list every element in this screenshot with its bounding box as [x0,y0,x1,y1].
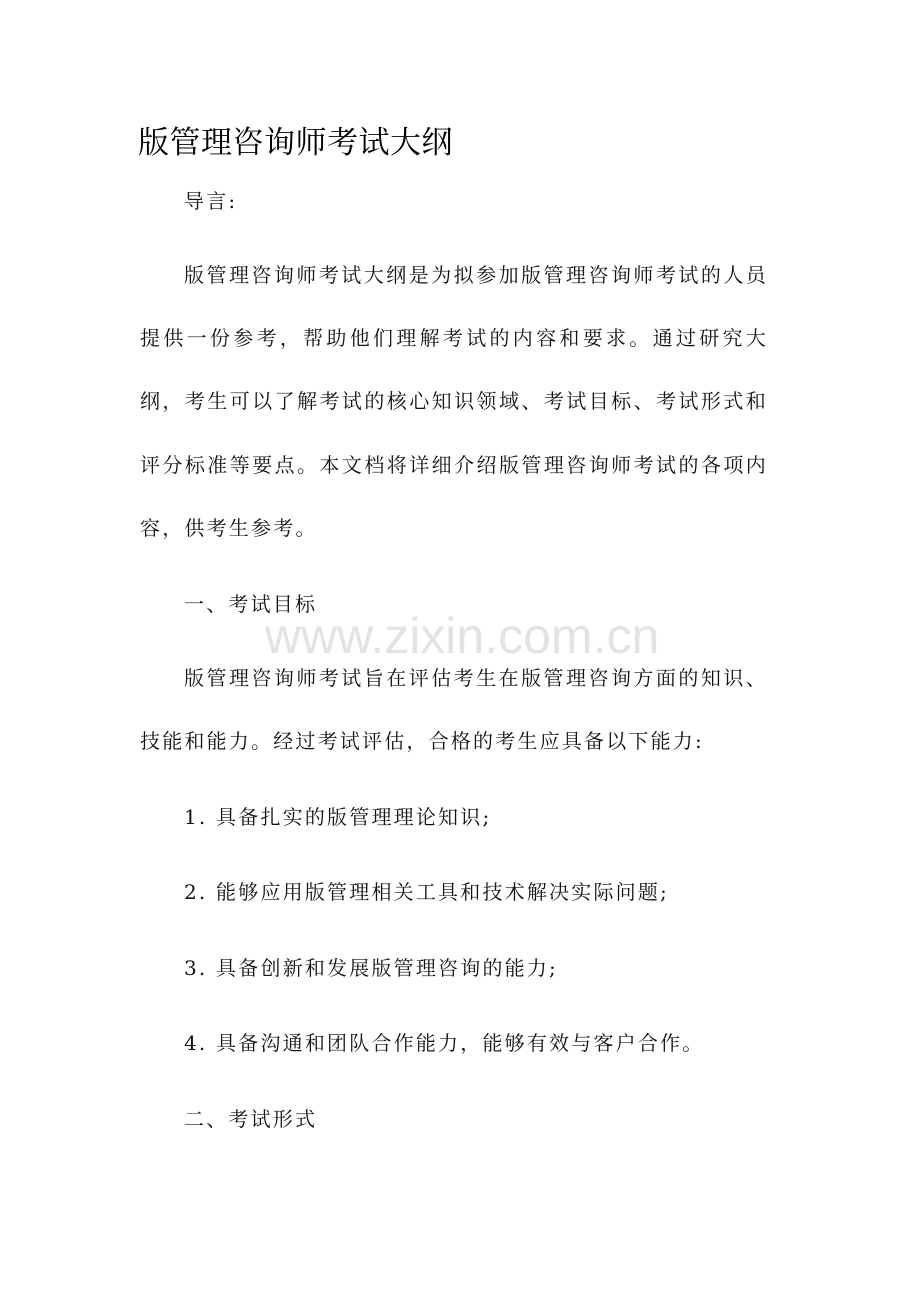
ability-item-4: 4. 具备沟通和团队合作能力，能够有效与客户合作。 [184,1031,705,1055]
section1-paragraph: 版管理咨询师考试旨在评估考生在版管理咨询方面的知识、技能和能力。经过考试评估，合格的考生应具备以下能力: [140,666,768,754]
section1-heading: 一、考试目标 [184,592,318,616]
section2-heading: 二、考试形式 [184,1107,318,1131]
watermark: www.zixin.com.cn [264,608,660,664]
document-title: 版管理咨询师考试大纲 [138,125,453,161]
intro-heading: 导言: [184,189,238,213]
ability-item-3: 3. 具备创新和发展版管理咨询的能力; [184,956,558,980]
ability-item-2: 2. 能够应用版管理相关工具和技术解决实际问题; [184,880,669,904]
ability-item-1: 1. 具备扎实的版管理理论知识; [184,805,492,829]
intro-paragraph: 版管理咨询师考试大纲是为拟参加版管理咨询师考试的人员提供一份参考，帮助他们理解考试的内容和要求。通过研究大纲，考生可以了解考试的核心知识领域、考试目标、考试形式和评分标准等要点。本文档将详细介绍版管理咨询师考试的各项内容，供考生参考。 [140,263,768,540]
